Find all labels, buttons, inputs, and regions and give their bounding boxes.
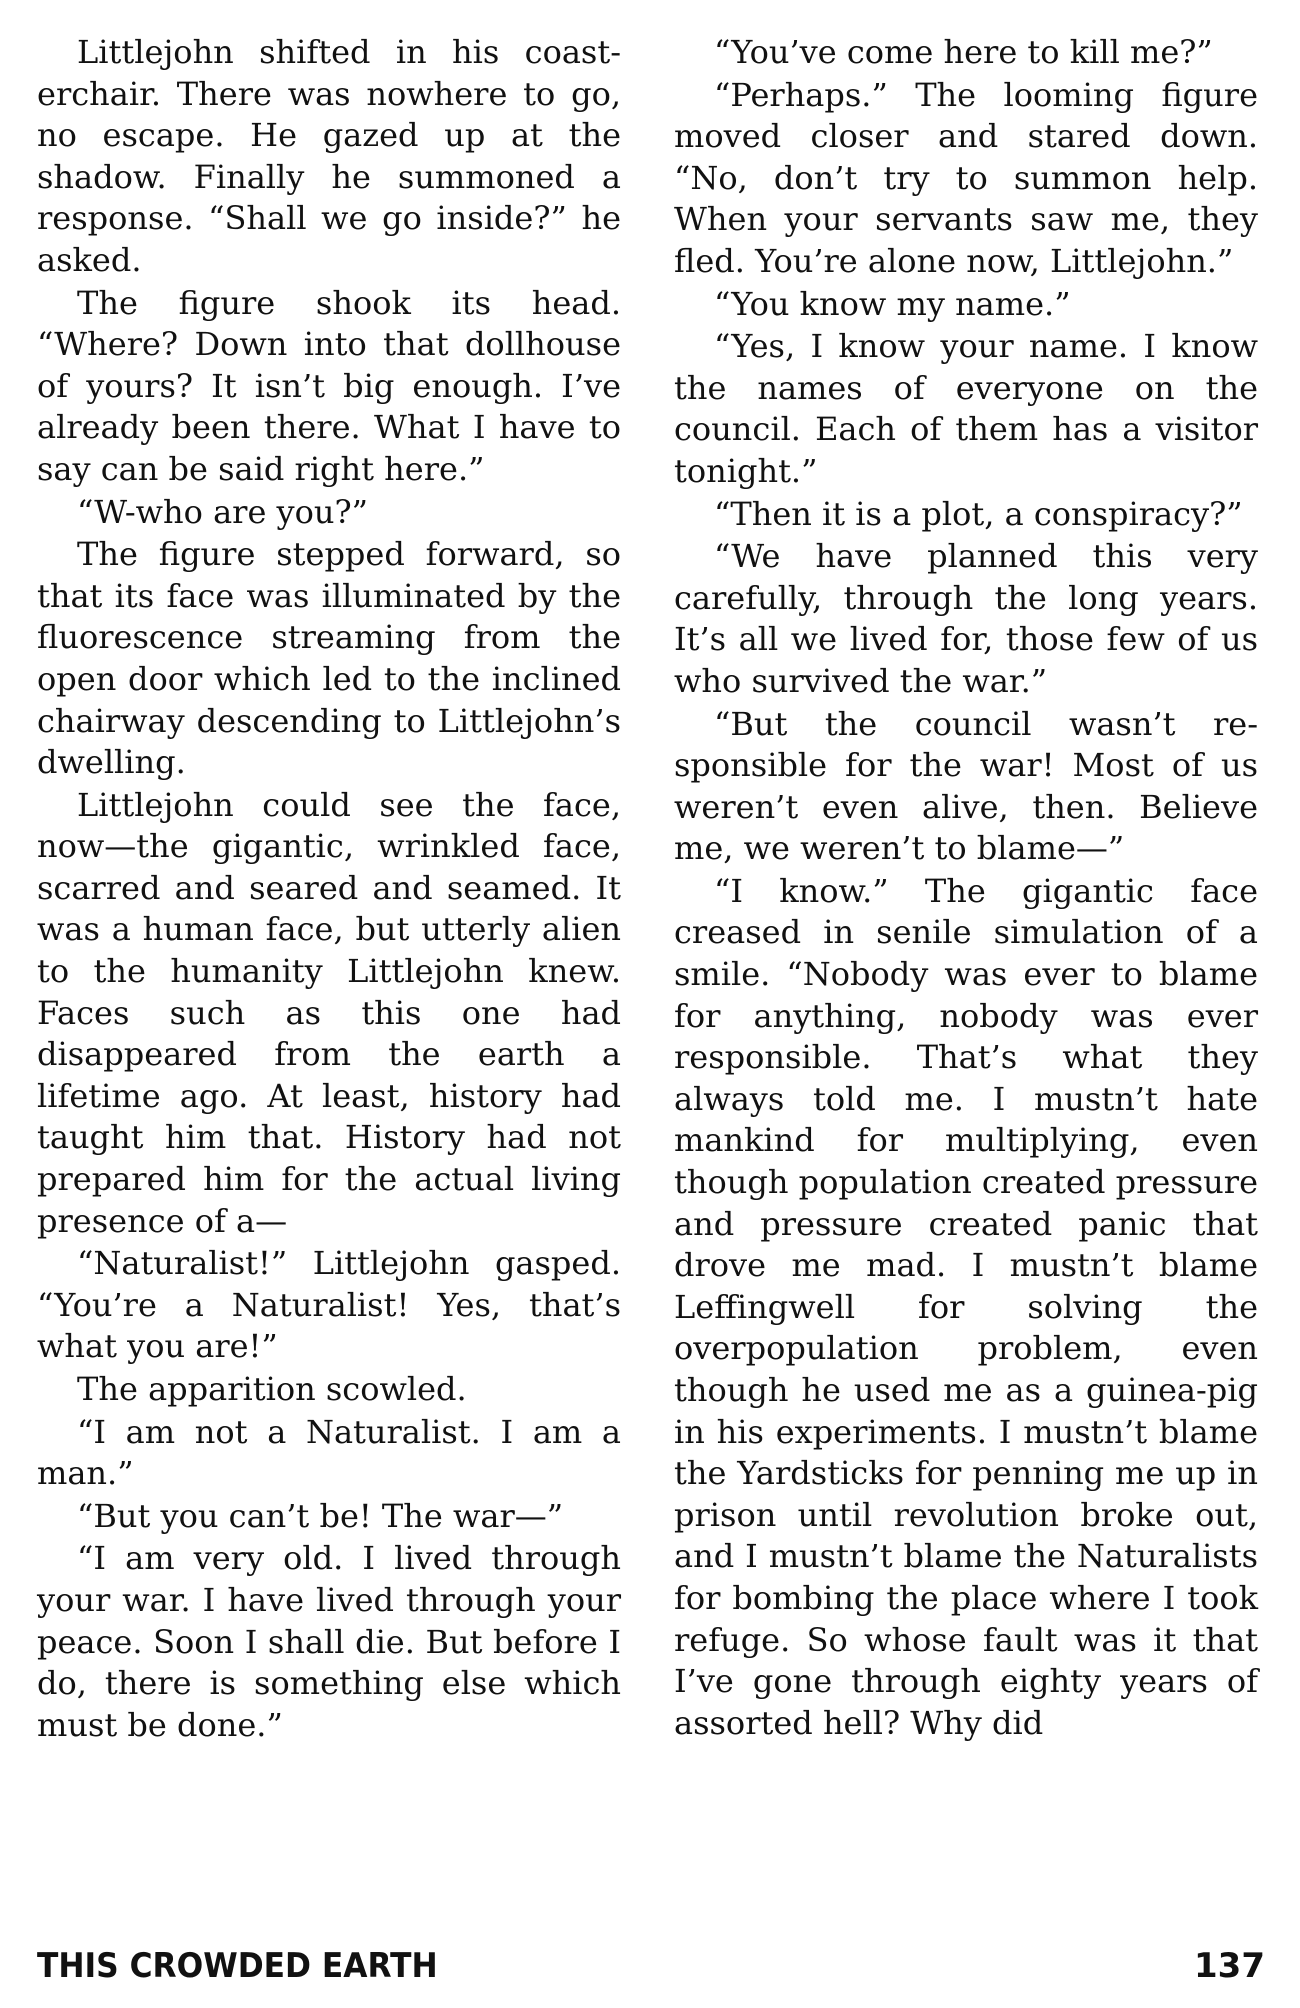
running-title: THIS CROWDED EARTH xyxy=(37,1946,438,1986)
paragraph: Littlejohn shifted in his coasterchair. There was nowhere to go, no escape. He gazed up at the shadow. Finally he summoned a response. “Shall we go inside?” he asked. xyxy=(37,33,621,279)
paragraph: “I know.” The gigantic face creased in senile simulation of a smile. “Nobody was ever to blame for anything, nobody was ever responsible. That’s what they always told me. I mustn’t hate mankind for multiplying, even though population created pressure and pressure created panic that drove me mad. I mustn’t blame Leffingwell for solving the overpopulation problem, even though he used me as a guinea-pig in his experiments. I mustn’t blame the Yardsticks for penning me up in prison until revolution broke out, and I mustn’t blame the Naturalists for bombing the place where I took refuge. So whose fault was it that I’ve gone through eighty years of assorted hell? Why did xyxy=(674,871,1258,1742)
paragraph: “You’ve come here to kill me?” xyxy=(714,33,1213,71)
paragraph: The figure shook its head. “Where? Down into that dollhouse of yours? It isn’t big enough. I’ve already been there. What I have to say can be said right here.” xyxy=(37,283,621,488)
paragraph: “Then it is a plot, a conspiracy?” xyxy=(714,494,1243,533)
paragraph: “Naturalist!” Littlejohn gasped. “You’re a Naturalist! Yes, that’s what you are!” xyxy=(37,1244,621,1366)
paragraph: The apparition scowled. xyxy=(77,1370,467,1408)
paragraph: “But you can’t be! The war—” xyxy=(77,1496,564,1535)
paragraph: “I am not a Naturalist. I am a man.” xyxy=(37,1412,621,1493)
paragraph: “You know my name.” xyxy=(714,284,1071,323)
paragraph: “Yes, I know your name. I know the names of everyone on the council. Each of them has a visitor tonight.” xyxy=(674,327,1258,490)
paragraph: “We have planned this very carefully, through the long years. It’s all we lived for, those few of us who survived the war.” xyxy=(674,537,1258,700)
paragraph: “Perhaps.” The looming figure moved closer and stared down. “No, don’t try to summon help. When your servants saw me, they fled. You’re alone now, Littlejohn.” xyxy=(674,75,1258,280)
paragraph: “But the council wasn’t responsible for the war! Most of us weren’t even alive, then. Believe me, we weren’t to blame—” xyxy=(674,704,1258,868)
paragraph: Littlejohn could see the face, now—the gigantic, wrinkled face, scarred and seared and seamed. It was a human face, but utterly alien to the humanity Littlejohn knew. Faces such as this one had disappeared from the earth a lifetime ago. At least, history had taught him that. History had not prepared him for the actual living presence of a— xyxy=(37,785,621,1240)
paragraph: The figure stepped forward, so that its face was illuminated by the fluorescence streaming from the open door which led to the inclined chairway descending to Littlejohn’s dwelling. xyxy=(37,535,621,782)
left-text-column xyxy=(37,32,621,1747)
paragraph: “I am very old. I lived through your war. I have lived through your peace. Soon I shall die. But before I do, there is something else which must be done.” xyxy=(37,1539,621,1744)
paragraph: “W-who are you?” xyxy=(77,492,369,531)
right-text-column xyxy=(674,32,1258,1745)
page-number: 137 xyxy=(1194,1946,1265,1986)
page-footer xyxy=(37,1942,1265,1990)
